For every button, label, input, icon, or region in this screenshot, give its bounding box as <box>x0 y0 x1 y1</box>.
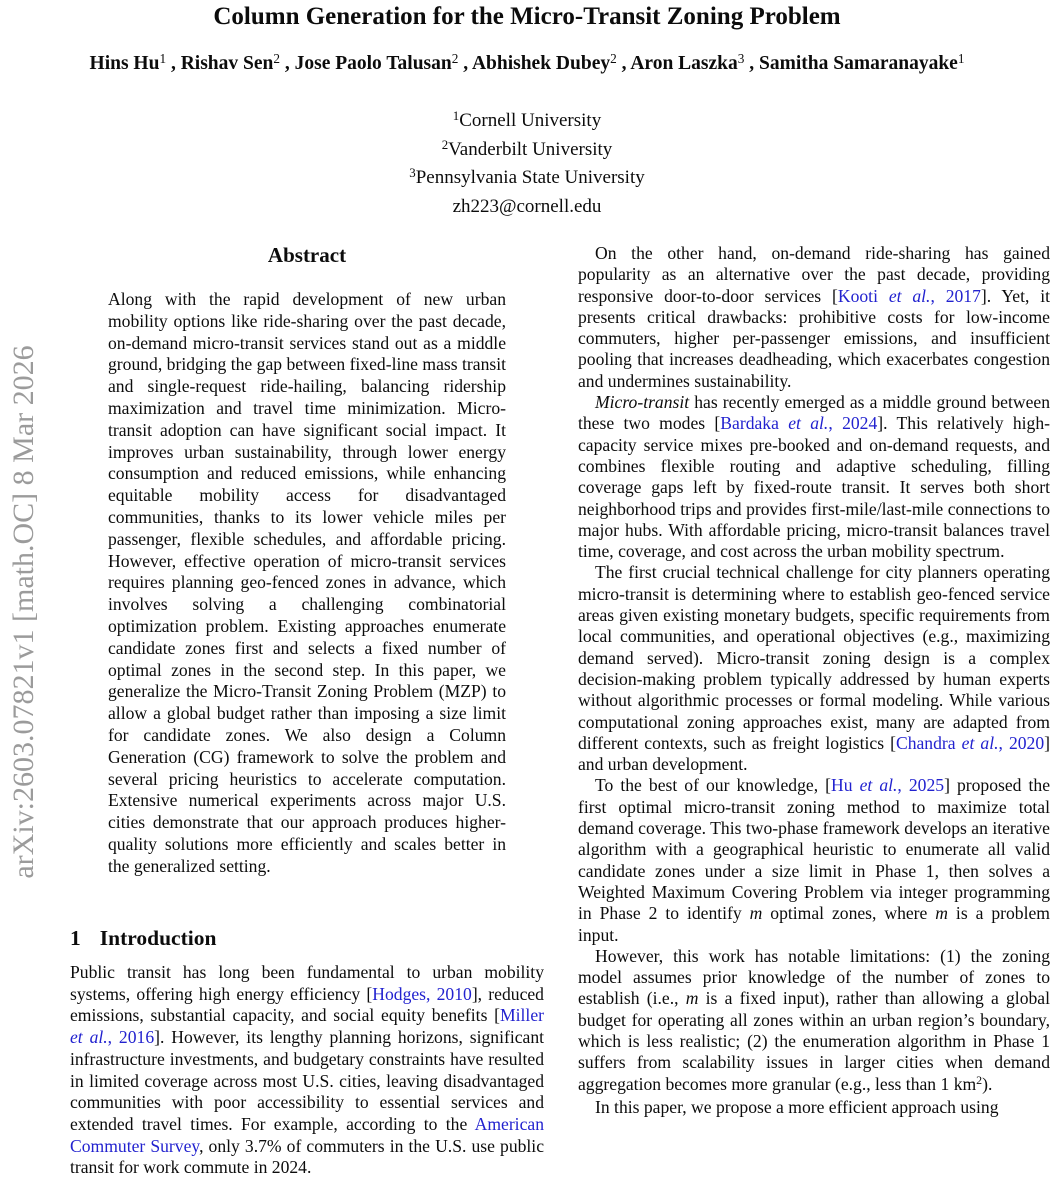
text-segment: , <box>744 53 760 74</box>
contact-email: zh223@cornell.edu <box>452 195 602 217</box>
text-segment: 1 <box>452 108 460 124</box>
paragraph-challenge <box>578 562 1050 775</box>
text-segment: 3 <box>409 165 416 181</box>
citation-link[interactable]: Kooti <box>837 285 889 306</box>
affiliation-vanderbilt <box>0 136 1054 165</box>
citation-link[interactable]: , 2020 <box>998 732 1045 753</box>
paragraph-limitations <box>578 946 1050 1097</box>
text-segment: 3 <box>737 51 745 67</box>
citation-link[interactable]: et al. <box>70 1027 108 1048</box>
paragraph-contribution <box>578 1097 1050 1118</box>
text-segment: Hins Hu <box>89 53 160 74</box>
text-segment: ). <box>982 1073 993 1094</box>
left-column <box>70 243 545 1178</box>
citation-link[interactable]: Hu <box>831 775 860 796</box>
text-segment: m <box>685 988 699 1009</box>
intro-paragraph <box>70 962 544 1179</box>
text-segment: Aron Laszka <box>630 53 738 74</box>
text-segment: Rishav Sen <box>180 53 274 74</box>
text-segment: , <box>279 53 295 74</box>
paragraph-ridesharing <box>578 243 1050 392</box>
abstract-text <box>108 289 506 878</box>
paragraph-prior-work <box>578 775 1050 945</box>
paragraph-microtransit <box>578 392 1050 562</box>
text-segment: 1 <box>159 51 167 67</box>
text-segment: ] and urban development. <box>578 732 1050 775</box>
affiliations-block <box>0 107 1054 220</box>
text-segment: Abhishek Dubey <box>471 53 611 74</box>
text-segment: Jose Paolo Talusan <box>294 53 452 74</box>
text-segment: The first crucial technical challenge for city planners operating micro-transit is determining where to establish geo-fenced service areas given existing monetary budgets, specific requirements from local communities, and operational objectives (e.g., maximizing demand served). Micro-transit zoning design is a complex decision-making problem typically addressed by human experts without algorithmic processes or formal modeling. While various computational zoning approaches exist, many are adapted from different contexts, such as freight logistics [ <box>578 562 1050 753</box>
citation-link[interactable]: Miller <box>500 1005 544 1026</box>
text-segment: is a problem input. <box>578 903 1050 945</box>
text-segment: To the best of our knowledge, [ <box>595 775 832 796</box>
citation-link[interactable]: , 2024 <box>828 413 878 434</box>
text-segment: Samitha Samaranayake <box>759 53 958 74</box>
text-segment: ], reduced emissions, substantial capacity, and social equity benefits [ <box>70 983 544 1026</box>
right-column <box>578 243 1050 1200</box>
citation-link[interactable]: et al. <box>961 732 999 753</box>
section-number: 1 <box>70 926 81 950</box>
citation-link[interactable]: American Commuter Survey <box>70 1113 544 1156</box>
author-list <box>67 50 987 78</box>
text-segment: ]. However, its lengthy planning horizons, significant infrastructure investments, and budgetary constraints have resulted in limited coverage across most U.S. cities, leaving disadvantaged communities with poor accessibility to essential services and extended travel times. For example, according to the <box>70 1027 545 1134</box>
citation-link[interactable]: et al. <box>788 413 829 434</box>
text-segment: 1 <box>957 51 965 67</box>
text-segment: Along with the rapid development of new urban mobility options like ride-sharing over the past decade, on-demand micro-transit services stand out as a middle ground, bridging the gap between fixed-line mass transit and single-request ride-hailing, balancing ridership maximization and travel time minimization. Micro-transit adoption can have significant social impact. It improves urban sustainability, through lower energy consumption and reduced emissions, while enhancing equitable mobility access for disadvantaged communities, thanks to its lower vehicle miles per passenger, flexible schedules, and affordable pricing. However, effective operation of micro-transit services requires planning geo-fenced zones in advance, which involves solving a challenging combinatorial optimization problem. Existing approaches enumerate candidate zones first and selects a fixed number of optimal zones in the second step. In this paper, we generalize the Micro-Transit Zoning Problem (MZP) to allow a global budget rather than imposing a size limit for candidate zones. We also design a Column Generation (CG) framework to solve the problem and several pricing heuristics to accelerate computation. Extensive numerical experiments across major U.S. cities demonstrate that our approach produces higher-quality solutions more efficiently and scales better in the generalized setting. <box>108 289 506 876</box>
text-segment: 2 <box>451 51 459 67</box>
citation-link[interactable]: et al. <box>888 285 931 306</box>
text-segment: optimal zones, where <box>762 903 936 924</box>
section-heading-introduction <box>70 926 216 951</box>
arxiv-watermark: arXiv:2603.07821v1 [math.OC] 8 Mar 2026 <box>7 345 40 879</box>
text-segment: has recently emerged as a middle ground between these two modes [ <box>578 392 1050 434</box>
text-segment: , only 3.7% of commuters in the U.S. use public transit for work commute in 2024. <box>70 1135 544 1178</box>
text-segment: , <box>166 53 181 74</box>
text-segment: On the other hand, on-demand ride-sharing has gained popularity as an alternative over the past decade, providing responsive door-to-door services [ <box>578 243 1050 306</box>
text-segment: is a fixed input), rather than allowing a global budget for operating all zones within an urban region’s boundary, which is less realistic; (2) the enumeration algorithm in Phase 1 suffers from scalability issues in larger cities when demand aggregation becomes more granular (e.g., less than 1 km <box>578 988 1050 1094</box>
citation-link[interactable]: Hodges, 2010 <box>372 983 472 1004</box>
citation-link[interactable]: Chandra <box>895 732 962 753</box>
citation-link[interactable]: et al. <box>859 775 898 796</box>
citation-link[interactable]: , 2016 <box>107 1027 155 1048</box>
section-title: Introduction <box>99 926 217 950</box>
text-segment: Public transit has long been fundamental to urban mobility systems, offering high energy efficiency [ <box>70 962 544 1004</box>
affiliation-pennstate <box>0 164 1054 193</box>
text-segment: ] proposed the first optimal micro-transit zoning method to maximize total demand coverage. This two-phase framework develops an iterative algorithm with a geographical heuristic to enumerate all valid candidate zones under a size limit in Phase 1, then solves a Weighted Maximum Covering Problem via integer programming in Phase 2 to identify <box>578 775 1050 924</box>
text-segment: 2 <box>441 136 449 152</box>
text-segment: However, this work has notable limitations: (1) the zoning model assumes prior knowledge of the number of zones to establish (i.e., <box>578 945 1050 1009</box>
text-segment: ]. Yet, it presents critical drawbacks: prohibitive costs for low-income commuters, higher per-passenger emissions, and insufficient pooling that increases deadheading, which exacerbates congestion and undermines sustainability. <box>578 285 1050 391</box>
text-segment: Cornell University <box>459 110 602 131</box>
text-segment: Pennsylvania State University <box>415 167 645 188</box>
text-segment: m <box>935 903 948 924</box>
citation-link[interactable]: , 2017 <box>930 285 981 306</box>
text-segment: ]. This relatively high-capacity service mixes pre-booked and on-demand requests, and combines flexible routing and adaptive scheduling, filling coverage gaps left by fixed-route transit. It serves both short neighborhood trips and provides first-mile/last-mile connections to major hubs. With affordable pricing, micro-transit balances travel time, coverage, and cost across the urban mobility spectrum. <box>578 413 1050 562</box>
text-segment: , <box>458 53 472 74</box>
text-segment: 2 <box>976 1073 983 1088</box>
text-segment: 2 <box>610 51 617 67</box>
abstract-heading: Abstract <box>267 243 347 267</box>
citation-link[interactable]: , 2025 <box>897 775 945 796</box>
text-segment: m <box>749 903 763 924</box>
affiliation-cornell <box>0 107 1054 136</box>
text-segment: In this paper, we propose a more efficient approach using <box>595 1096 999 1117</box>
paper-title: Column Generation for the Micro-Transit Zoning Problem <box>213 3 841 30</box>
text-segment: Vanderbilt University <box>448 138 613 160</box>
text-segment: 2 <box>273 51 280 67</box>
text-segment: Micro-transit <box>595 392 690 413</box>
text-segment: , <box>616 53 631 74</box>
citation-link[interactable]: Bardaka <box>720 413 789 434</box>
